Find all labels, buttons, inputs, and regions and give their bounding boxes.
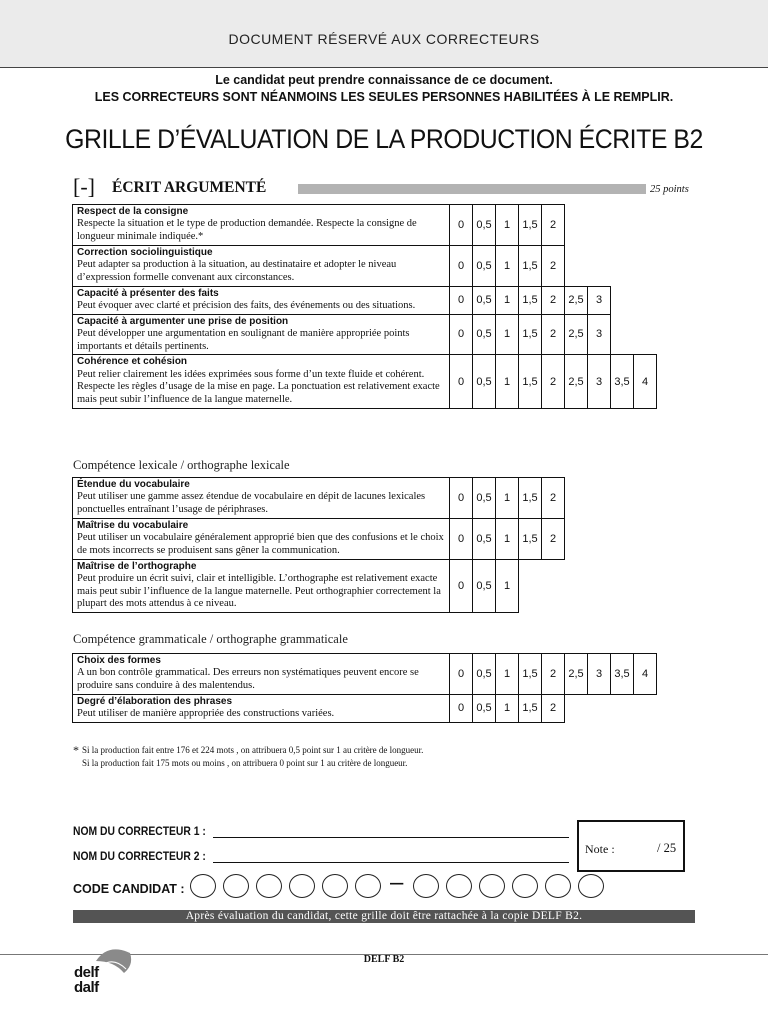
score-option[interactable]: 2,5 <box>565 654 588 695</box>
section-bar <box>298 184 646 194</box>
score-option[interactable]: 2 <box>542 355 565 409</box>
corrector-1-label: NOM DU CORRECTEUR 1 : <box>73 826 206 838</box>
score-option[interactable]: 1 <box>496 286 519 314</box>
criterion-title: Maîtrise du vocabulaire <box>77 519 189 531</box>
score-option[interactable]: 4 <box>634 654 657 695</box>
score-option[interactable]: 1,5 <box>519 518 542 559</box>
score-option[interactable]: 3,5 <box>611 355 634 409</box>
empty-cell <box>565 518 566 559</box>
score-option[interactable]: 2,5 <box>565 355 588 409</box>
code-digit-bubble[interactable] <box>322 874 348 898</box>
empty-cell <box>611 245 634 286</box>
logo-text-dalf: dalf <box>74 979 99 996</box>
score-option[interactable]: 3 <box>588 314 611 355</box>
score-option[interactable]: 2 <box>542 245 565 286</box>
footnote <box>73 744 423 770</box>
attachment-notice: Après évaluation du candidat, cette grille doit être rattachée à la copie DELF B2. <box>73 910 695 923</box>
criterion-row <box>73 245 657 286</box>
criterion-description <box>73 245 450 286</box>
criterion-text: Peut produire un écrit suivi, clair et intelligible. L’orthographe est relativement exacte mais peut subir l’influence de la langue maternelle. Peut orthographier correctement la plupart des mots attendus à ce niveau. <box>77 572 441 610</box>
criterion-row <box>73 314 657 355</box>
code-digit-bubble[interactable] <box>256 874 282 898</box>
criterion-title: Choix des formes <box>77 655 161 666</box>
empty-cell <box>634 314 657 355</box>
score-option[interactable]: 0,5 <box>473 559 496 613</box>
score-option[interactable]: 1 <box>496 518 519 559</box>
criterion-row <box>73 286 657 314</box>
criteria-table-lexical <box>72 477 566 613</box>
code-digit-bubble[interactable] <box>578 874 604 898</box>
score-option[interactable]: 1 <box>496 694 519 722</box>
corrector-2-field[interactable] <box>213 862 569 863</box>
score-option[interactable]: 2,5 <box>565 286 588 314</box>
empty-cell <box>565 694 588 722</box>
score-option[interactable]: 3,5 <box>611 654 634 695</box>
score-option[interactable]: 2 <box>542 518 565 559</box>
section-title: ÉCRIT ARGUMENTÉ <box>112 179 267 196</box>
banner-text: DOCUMENT RÉSERVÉ AUX CORRECTEURS <box>228 31 540 47</box>
empty-cell <box>565 559 566 613</box>
criterion-text: Respecte la situation et le type de production demandée. Respecte la consigne de longueur minimale indiquée.* <box>77 218 417 242</box>
criterion-text: A un bon contrôle grammatical. Des erreurs non systématiques peuvent encore se produire sans conduire à des malentendus. <box>77 667 419 691</box>
score-option[interactable]: 1,5 <box>519 205 542 246</box>
score-option[interactable]: 1,5 <box>519 355 542 409</box>
criterion-title: Capacité à présenter des faits <box>77 287 219 299</box>
criteria-table-grammar <box>72 653 657 723</box>
score-option[interactable]: 0,5 <box>473 654 496 695</box>
section-points: 25 points <box>650 184 689 195</box>
criterion-text: Peut utiliser de manière appropriée des constructions variées. <box>77 707 335 719</box>
score-option[interactable]: 1 <box>496 478 519 519</box>
code-digit-bubble[interactable] <box>289 874 315 898</box>
footnote-star: * <box>73 743 79 757</box>
criterion-text: Peut relier clairement les idées exprimées sous forme d’un texte fluide et cohérent. Respecte les règles d’usage de la mise en page. La ponctuation est relativement exacte mais peut subir l’influence de la langue maternelle. <box>77 368 440 406</box>
score-option[interactable]: 0,5 <box>473 245 496 286</box>
empty-cell <box>611 694 634 722</box>
lexical-heading: Compétence lexicale / orthographe lexicale <box>73 458 290 472</box>
score-option[interactable]: 0 <box>450 518 473 559</box>
score-option[interactable]: 0,5 <box>473 286 496 314</box>
code-digit-bubble[interactable] <box>479 874 505 898</box>
code-digit-bubble[interactable] <box>190 874 216 898</box>
score-option[interactable]: 2 <box>542 654 565 695</box>
score-option[interactable]: 1 <box>496 205 519 246</box>
page-title: GRILLE D’ÉVALUATION DE LA PRODUCTION ÉCRITE B2 <box>65 124 703 154</box>
score-option[interactable]: 1,5 <box>519 314 542 355</box>
criterion-title: Maîtrise de l’orthographe <box>77 560 197 572</box>
score-option[interactable]: 2,5 <box>565 314 588 355</box>
empty-cell <box>565 478 566 519</box>
score-option[interactable]: 2 <box>542 694 565 722</box>
score-option[interactable]: 1,5 <box>519 478 542 519</box>
criterion-row <box>73 205 657 246</box>
criterion-row <box>73 559 566 613</box>
criterion-description <box>73 286 450 314</box>
logo-text-delf: delf <box>74 964 99 981</box>
criterion-row <box>73 518 566 559</box>
footnote-line-2: Si la production fait 175 mots ou moins , on attribuera 0 point sur 1 au critère de longueur. <box>82 758 408 768</box>
score-option[interactable]: 0,5 <box>473 314 496 355</box>
score-option[interactable]: 2 <box>542 314 565 355</box>
score-option[interactable]: 0 <box>450 654 473 695</box>
empty-cell <box>634 694 657 722</box>
score-option[interactable]: 1 <box>496 559 519 613</box>
criterion-title: Respect de la consigne <box>77 206 189 217</box>
score-option[interactable]: 0 <box>450 286 473 314</box>
score-option[interactable]: 0,5 <box>473 694 496 722</box>
criterion-text: Peut utiliser une gamme assez étendue de vocabulaire en dépit de lacunes lexicales ponctuelles entraînant l’usage de périphrases. <box>77 491 426 515</box>
score-option[interactable]: 2 <box>542 286 565 314</box>
code-digit-bubble[interactable] <box>413 874 439 898</box>
score-option[interactable]: 3 <box>588 654 611 695</box>
code-digit-bubble[interactable] <box>512 874 538 898</box>
score-option[interactable]: 1,5 <box>519 245 542 286</box>
grammar-heading: Compétence grammaticale / orthographe grammaticale <box>73 632 348 646</box>
criterion-description <box>73 314 450 355</box>
criteria-table-main <box>72 204 657 409</box>
score-option[interactable]: 0 <box>450 314 473 355</box>
section-checkbox[interactable]: [-] <box>73 174 95 199</box>
empty-cell <box>634 286 657 314</box>
empty-cell <box>588 205 611 246</box>
criterion-text: Peut adapter sa production à la situation, au destinataire et adopter le niveau d’expression formelle convenant aux circonstances. <box>77 258 397 283</box>
score-option[interactable]: 1,5 <box>519 286 542 314</box>
empty-cell <box>565 245 588 286</box>
score-option[interactable]: 0 <box>450 245 473 286</box>
score-option[interactable]: 4 <box>634 355 657 409</box>
criterion-description <box>73 654 450 695</box>
footer-title: DELF B2 <box>363 954 405 965</box>
score-option[interactable]: 1,5 <box>519 694 542 722</box>
criterion-row <box>73 694 657 722</box>
criterion-title: Correction sociolinguistique <box>77 246 213 258</box>
score-option[interactable]: 0,5 <box>473 518 496 559</box>
criterion-description <box>73 694 450 722</box>
criterion-text: Peut utiliser un vocabulaire généralement approprié bien que des confusions et le choix de mots incorrects se produisent sans gêner la communication. <box>77 531 444 556</box>
code-separator: – <box>390 869 404 896</box>
empty-cell <box>588 245 611 286</box>
score-option[interactable]: 2 <box>542 478 565 519</box>
score-option[interactable]: 1 <box>496 654 519 695</box>
candidate-code-label: CODE CANDIDAT : <box>73 882 185 896</box>
intro-line-2: LES CORRECTEURS SONT NÉANMOINS LES SEULES PERSONNES HABILITÉES À LE REMPLIR. <box>94 90 674 104</box>
note-value: / 25 <box>657 841 677 855</box>
score-option[interactable]: 1,5 <box>519 654 542 695</box>
criterion-title: Capacité à argumenter une prise de position <box>77 315 289 327</box>
criterion-text: Peut évoquer avec clarté et précision des faits, des événements ou des situations. <box>77 299 416 311</box>
criterion-description <box>73 559 450 613</box>
criterion-description <box>73 205 450 246</box>
empty-cell <box>634 245 657 286</box>
note-label: Note : <box>585 842 615 856</box>
score-option[interactable]: 0 <box>450 559 473 613</box>
score-option[interactable]: 2 <box>542 205 565 246</box>
criterion-text: Peut développer une argumentation en soulignant de manière appropriée points importants et détails pertinents. <box>77 327 410 352</box>
criterion-row <box>73 355 657 409</box>
criterion-description <box>73 478 450 519</box>
score-option[interactable]: 1 <box>496 355 519 409</box>
code-digit-bubble[interactable] <box>446 874 472 898</box>
criterion-row <box>73 654 657 695</box>
score-option[interactable]: 0,5 <box>473 355 496 409</box>
empty-cell <box>611 205 634 246</box>
code-digit-bubble[interactable] <box>545 874 571 898</box>
criterion-title: Étendue du vocabulaire <box>77 479 190 490</box>
score-option[interactable]: 0,5 <box>473 205 496 246</box>
score-option[interactable]: 0 <box>450 694 473 722</box>
empty-cell <box>611 314 634 355</box>
code-digit-bubble[interactable] <box>355 874 381 898</box>
empty-cell <box>542 559 565 613</box>
score-option[interactable]: 1 <box>496 245 519 286</box>
code-digit-bubble[interactable] <box>223 874 249 898</box>
corrector-1-field[interactable] <box>213 837 569 838</box>
empty-cell <box>565 205 588 246</box>
criterion-row <box>73 478 566 519</box>
score-option[interactable]: 3 <box>588 286 611 314</box>
candidate-code-bubbles <box>190 869 620 900</box>
empty-cell <box>519 559 542 613</box>
score-option[interactable]: 0 <box>450 205 473 246</box>
criterion-title: Cohérence et cohésion <box>77 356 188 368</box>
corrector-2-label: NOM DU CORRECTEUR 2 : <box>73 851 206 863</box>
header-banner <box>0 0 768 68</box>
intro-line-1: Le candidat peut prendre connaissance de ce document. <box>215 73 553 87</box>
score-option[interactable]: 1 <box>496 314 519 355</box>
footnote-line-1: Si la production fait entre 176 et 224 mots , on attribuera 0,5 point sur 1 au critère de longueur. <box>82 745 424 755</box>
empty-cell <box>611 286 634 314</box>
note-box[interactable] <box>577 820 685 872</box>
score-option[interactable]: 0 <box>450 478 473 519</box>
delf-dalf-logo <box>74 943 138 999</box>
criterion-description <box>73 518 450 559</box>
score-option[interactable]: 0 <box>450 355 473 409</box>
criterion-description <box>73 355 450 409</box>
empty-cell <box>634 205 657 246</box>
score-option[interactable]: 0,5 <box>473 478 496 519</box>
score-option[interactable]: 3 <box>588 355 611 409</box>
empty-cell <box>588 694 611 722</box>
criterion-title: Degré d’élaboration des phrases <box>77 695 233 707</box>
